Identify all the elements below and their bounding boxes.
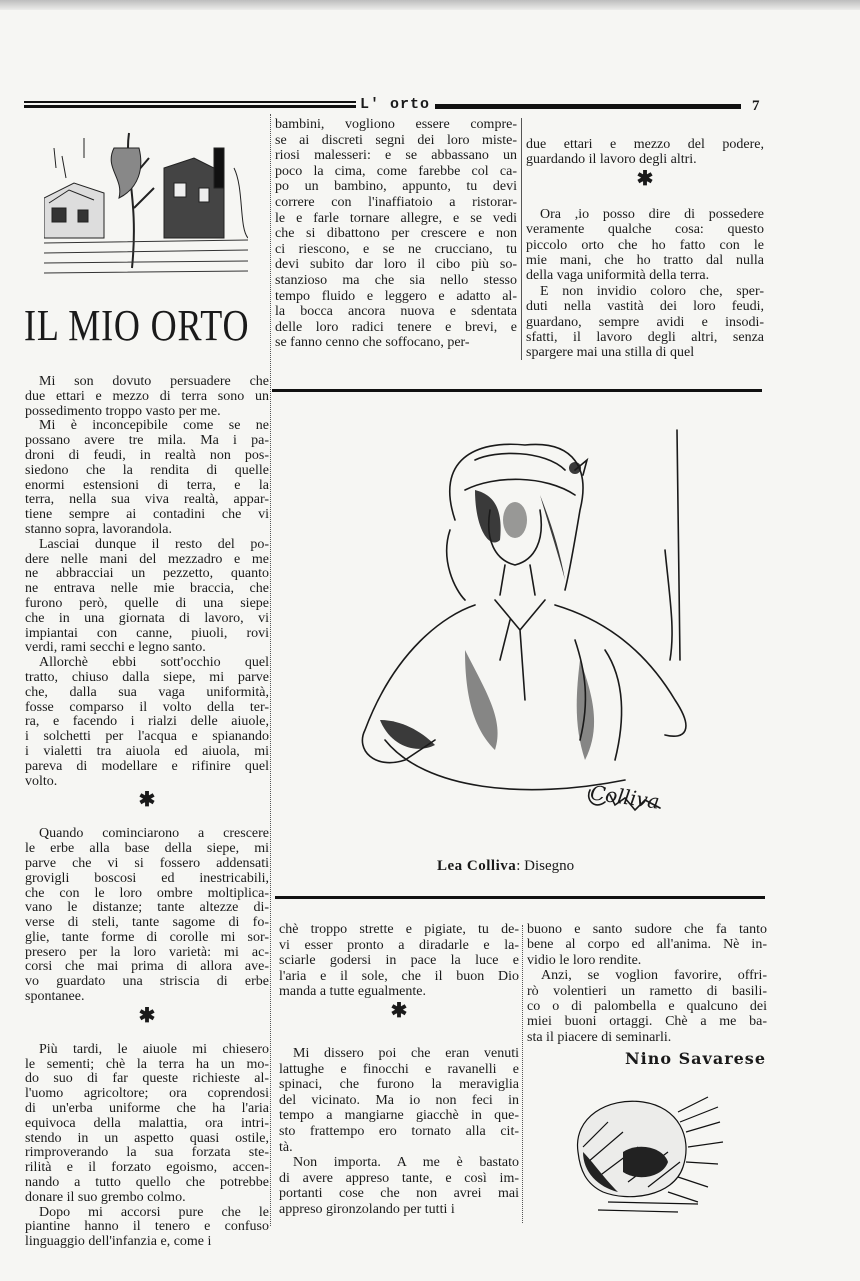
paragraph bbox=[279, 1155, 519, 1217]
header-rule-left-2 bbox=[24, 105, 356, 108]
paragraph bbox=[25, 656, 269, 789]
text-line: le sementi; chè la terra ha un mo- bbox=[25, 1056, 269, 1072]
text-line: correre con l'inaffiatoio a ristorar- bbox=[275, 194, 517, 210]
paragraph bbox=[25, 538, 269, 656]
text-line: devi subito dar loro il cibo più so- bbox=[275, 257, 517, 273]
text-line: manda a tutte egualmente. bbox=[279, 984, 426, 1000]
column-right-top bbox=[526, 137, 764, 361]
paragraph bbox=[25, 375, 269, 419]
text-line: che in una giornata di lavoro, vi bbox=[25, 610, 269, 626]
text-line: nando a tutto quello che potrebbe bbox=[25, 1175, 269, 1191]
text-line: i vialetti tra aiuola ed aiuola, mi bbox=[25, 743, 269, 759]
text-line: Non importa. A me è bastato bbox=[293, 1155, 519, 1171]
text-line: Allorchè ebbi sott'occhio quel bbox=[39, 655, 269, 671]
text-line: do suo di far queste richieste al- bbox=[25, 1071, 269, 1087]
magazine-title: L' orto bbox=[360, 96, 431, 113]
text-line: Più tardi, le aiuole mi chiesero bbox=[39, 1041, 269, 1057]
text-line: possano avere tre mila. Ma i pa- bbox=[25, 433, 269, 449]
paragraph bbox=[25, 1206, 269, 1250]
text-line: tempo fluido e leggero e adatto al- bbox=[275, 288, 517, 304]
text-line: due ettari e mezzo di terra sono un bbox=[25, 388, 269, 404]
text-line: se ai discreti segni dei loro miste- bbox=[275, 132, 517, 148]
article-title: IL MIO ORTO bbox=[24, 301, 250, 350]
column-divider bbox=[522, 925, 523, 1223]
text-line: impiantai con canne, piuoli, rovi bbox=[25, 625, 269, 641]
text-line: vo guardato una striscia di erbe bbox=[25, 974, 269, 990]
text-line: tratto, chiuso dalla siepe, mi parve bbox=[25, 669, 269, 685]
page-number: 7 bbox=[752, 98, 760, 114]
text-line: terra, nella sua viva realtà, appar- bbox=[25, 492, 269, 508]
text-line: Mi dissero poi che eran venuti bbox=[293, 1045, 519, 1061]
text-line: che con le loro ombre moltiplica- bbox=[25, 885, 269, 901]
column-middle-top bbox=[275, 117, 517, 351]
paragraph bbox=[527, 968, 767, 1045]
text-line: dere nelle mani del mezzadro e me bbox=[25, 551, 269, 567]
text-line: bambini, vogliono essere compre- bbox=[275, 117, 517, 132]
text-line: E non invidio coloro che, sper- bbox=[540, 283, 764, 299]
paragraph bbox=[526, 284, 764, 361]
text-line: vano le distanze; tante altezze di- bbox=[25, 900, 269, 916]
text-line: ne entrava nelle mie braccia, che bbox=[25, 581, 269, 597]
paragraph bbox=[279, 922, 519, 1000]
text-line: co o di palombella e qualcuno dei bbox=[527, 998, 767, 1014]
author-signature: Nino Savarese bbox=[625, 1049, 766, 1068]
text-line: tiene sempre ai contadini che vi bbox=[25, 507, 269, 523]
section-separator-star: ✱ bbox=[138, 789, 156, 812]
text-line: sto frattempo ero tornato alla cit- bbox=[279, 1123, 519, 1139]
text-line: vidio le loro rendite. bbox=[527, 952, 642, 968]
text-line: Dopo mi accorsi pure che le bbox=[39, 1204, 269, 1220]
text-line: miei buoni ortaggi. Chè a me ba- bbox=[527, 1014, 767, 1030]
illustration-caption bbox=[437, 858, 574, 875]
text-line: rimproverando la sua forzata ste- bbox=[25, 1145, 269, 1161]
text-line: del vicinato. Ma io non feci in bbox=[279, 1092, 519, 1108]
text-line: corsi che mai prima di allora ave- bbox=[25, 959, 269, 975]
column-left bbox=[25, 375, 269, 1250]
text-line: grovigli boscosi ed inestricabili, bbox=[25, 870, 269, 886]
text-line: vi esser pronto a diradarle e la- bbox=[279, 937, 519, 953]
text-line: buono e santo sudore che fa tanto bbox=[527, 922, 767, 937]
column-divider bbox=[270, 114, 271, 1226]
text-line: portanti cose che non avrei mai bbox=[279, 1186, 519, 1202]
text-line: Mi è inconcepibile come se ne bbox=[39, 418, 269, 434]
text-line: ra, e facendo i rialzi delle aiuole, bbox=[25, 714, 269, 730]
text-line: parve che vi si fossero addensati bbox=[25, 855, 269, 871]
column-right-bottom bbox=[527, 922, 767, 1045]
text-line: stanzioso ma che sia nello stesso bbox=[275, 272, 517, 288]
text-line: sta il piacere di seminarli. bbox=[527, 1029, 672, 1045]
text-line: ne abbracciai un pezzetto, quanto bbox=[25, 566, 269, 582]
text-line: rò volentieri un rametto di basili- bbox=[527, 983, 767, 999]
text-line: piccolo orto che ho fatto con le bbox=[526, 237, 764, 253]
text-line: piantine hanno il tenero e confuso bbox=[25, 1219, 269, 1235]
text-line: stendo in un aspetto quasi ostile, bbox=[25, 1130, 269, 1146]
vegetable-illustration bbox=[568, 1092, 728, 1214]
text-line: possedimento troppo vasto per me. bbox=[25, 403, 221, 419]
text-line: se fanno cenno che soffocano, per- bbox=[275, 335, 470, 351]
header-rule-right bbox=[435, 104, 741, 109]
text-line: poco la cima, come farebbe col ca- bbox=[275, 163, 517, 179]
section-rule bbox=[275, 896, 765, 899]
text-line: Mi son dovuto persuadere che bbox=[39, 374, 269, 389]
text-line: che si dibattono per crescere e non bbox=[275, 226, 517, 242]
text-line: sciarle godersi in pace la luce e bbox=[279, 953, 519, 969]
header-rule-left bbox=[24, 101, 356, 103]
text-line: guardano, sempre avidi e insodi- bbox=[526, 314, 764, 330]
text-line: siedono che la rendita di quelle bbox=[25, 462, 269, 478]
text-line: po un bambino, appunto, tu devi bbox=[275, 179, 517, 195]
text-line: chè troppo strette e pigiate, tu de- bbox=[279, 922, 519, 937]
landscape-illustration bbox=[44, 128, 248, 278]
text-line: Ora ,io posso dire di possedere bbox=[540, 206, 764, 222]
text-line: fosse comparso il volto della ter- bbox=[25, 699, 269, 715]
text-line: spinaci, che furono la meraviglia bbox=[279, 1077, 519, 1093]
portrait-drawing bbox=[325, 400, 725, 845]
text-line: spargere mai una stilla di quel bbox=[526, 345, 695, 361]
caption-artist: Lea Colliva bbox=[437, 858, 517, 874]
text-line: rilità e il forzato egoismo, accen- bbox=[25, 1160, 269, 1176]
text-line: guardando il lavoro degli altri. bbox=[526, 152, 697, 168]
text-line: le e farle tornare allegre, e se vedi bbox=[275, 210, 517, 226]
text-line: pareva di modellare e rifinire quel bbox=[25, 758, 269, 774]
section-separator-star: ✱ bbox=[390, 999, 408, 1022]
text-line: Anzi, se voglion favorire, offri- bbox=[541, 968, 767, 984]
text-line: verse di steli, tante sagome di fo- bbox=[25, 915, 269, 931]
text-line: riosi malesseri: e se abbassano un bbox=[275, 148, 517, 164]
text-line: di avere appreso tante, e così im- bbox=[279, 1170, 519, 1186]
paragraph bbox=[279, 1046, 519, 1155]
text-line: verdi, rami secchi e legno santo. bbox=[25, 640, 206, 656]
column-divider bbox=[521, 118, 522, 360]
text-line: mie mani, che ho tratto dal nulla bbox=[526, 252, 764, 268]
text-line: due ettari e mezzo del podere, bbox=[526, 137, 764, 152]
caption-type: Disegno bbox=[524, 858, 575, 874]
drawing-signature: Colliva bbox=[588, 780, 662, 814]
text-line: di un'erba uniforme che ha l'aria bbox=[25, 1101, 269, 1117]
text-line: le erbe alla base della siepe, mi bbox=[25, 841, 269, 857]
text-line: della vaga uniformità della terra. bbox=[526, 268, 710, 284]
text-line: Quando cominciarono a crescere bbox=[39, 826, 269, 842]
paragraph bbox=[526, 137, 764, 168]
text-line: enormi estensioni di terra, e la bbox=[25, 477, 269, 493]
text-line: veramente qualche cosa: questo bbox=[526, 222, 764, 238]
text-line: Lasciai dunque il resto del po- bbox=[39, 536, 269, 552]
column-middle-bottom bbox=[279, 922, 519, 1218]
text-line: equivoca della malattia, ora intri- bbox=[25, 1115, 269, 1131]
text-line: presero per la loro varietà: mi ac- bbox=[25, 944, 269, 960]
text-line: linguaggio dell'infanzia e, come i bbox=[25, 1234, 212, 1250]
text-line: la bocca ancora nuova e sdentata bbox=[275, 304, 517, 320]
text-line: volto. bbox=[25, 773, 58, 789]
paragraph bbox=[526, 207, 764, 284]
text-line: sfatti, il lavoro degli altri, senza bbox=[526, 329, 764, 345]
text-line: delle loro radici tenere e brevi, e bbox=[275, 319, 517, 335]
scan-edge bbox=[0, 0, 860, 10]
paragraph bbox=[527, 922, 767, 968]
caption-separator: : bbox=[516, 858, 525, 874]
paragraph bbox=[25, 419, 269, 537]
text-line: i solchetti per l'acqua e spianando bbox=[25, 729, 269, 745]
text-line: tà. bbox=[279, 1139, 293, 1155]
text-line: tempo a mangiarne giacchè in que- bbox=[279, 1108, 519, 1124]
section-rule bbox=[272, 389, 762, 392]
text-line: l'uomo agricoltore; ora coprendosi bbox=[25, 1086, 269, 1102]
text-line: appreso gironzolando per tutti i bbox=[279, 1201, 455, 1217]
paragraph bbox=[25, 827, 269, 1005]
text-line: bene al corpo ed all'anima. Nè in- bbox=[527, 937, 767, 953]
text-line: lattughe e finocchi e ravanelli e bbox=[279, 1061, 519, 1077]
text-line: stanno sopra, lavorandola. bbox=[25, 521, 172, 537]
text-line: furono però, quelle di una siepe bbox=[25, 595, 269, 611]
text-line: droni di feudi, in realtà non pos- bbox=[25, 447, 269, 463]
text-line: ci riescono, e se ne crucciano, tu bbox=[275, 241, 517, 257]
paragraph bbox=[25, 1043, 269, 1206]
text-line: l'aria e il sole, che il buon Dio bbox=[279, 968, 519, 984]
text-line: glie, tante forme di corolle mi sor- bbox=[25, 929, 269, 945]
text-line: duti nella vastità dei loro feudi, bbox=[526, 299, 764, 315]
text-line: donare il suo grembo colmo. bbox=[25, 1189, 186, 1205]
paragraph bbox=[275, 117, 517, 351]
text-line: spontanee. bbox=[25, 989, 85, 1005]
section-separator-star: ✱ bbox=[636, 167, 654, 190]
text-line: che, dalla sua vaga uniformità, bbox=[25, 684, 269, 700]
section-separator-star: ✱ bbox=[138, 1004, 156, 1027]
